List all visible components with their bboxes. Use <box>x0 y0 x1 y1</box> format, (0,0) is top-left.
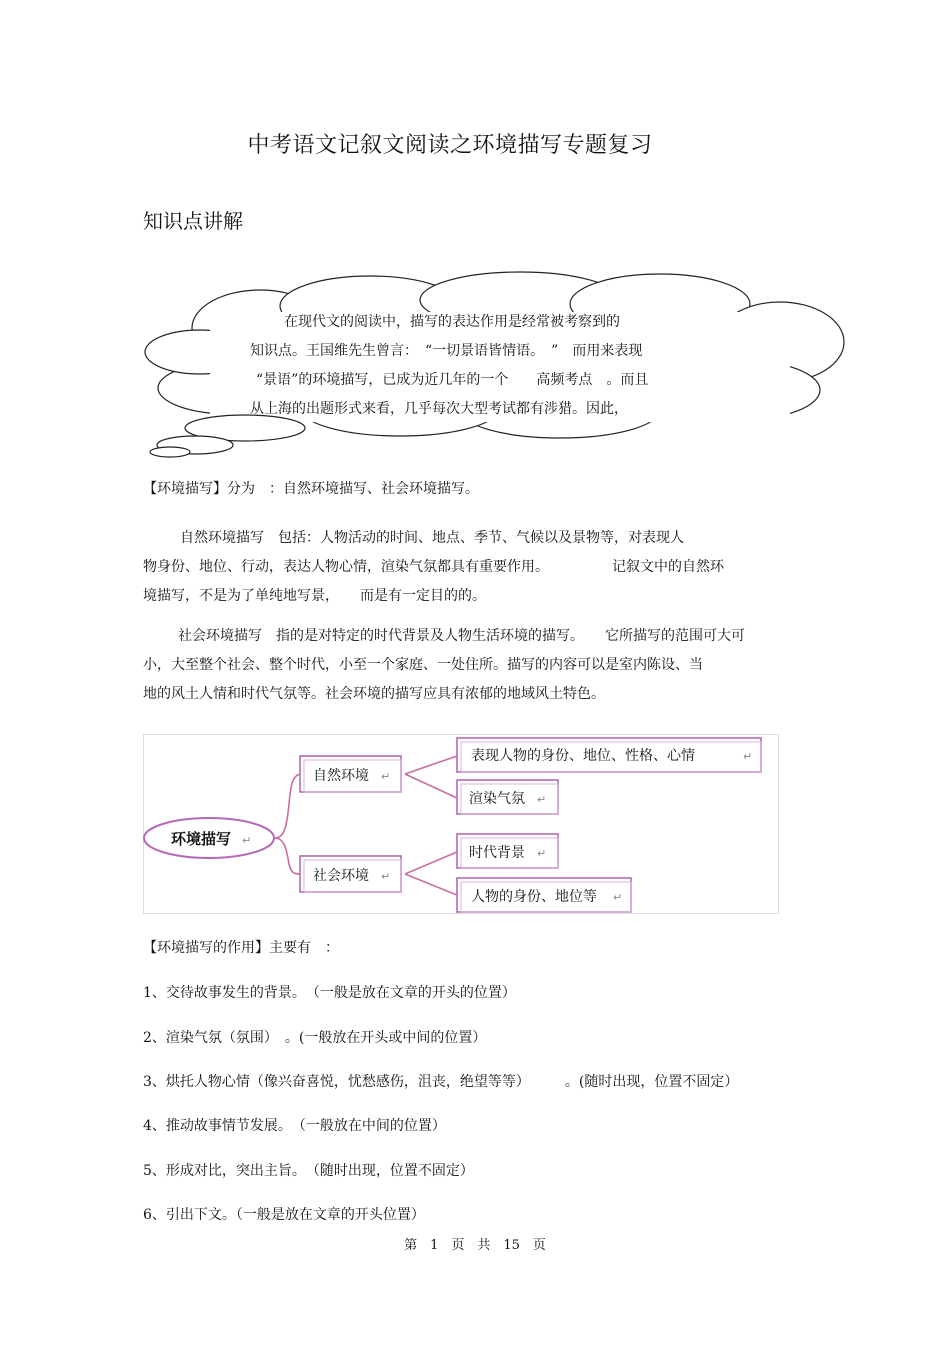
return-mark: ↵ <box>381 770 391 783</box>
environment-mind-map <box>143 734 779 914</box>
social-label: 社会环境 <box>313 868 369 884</box>
natural-label: 自然环境 <box>313 768 369 784</box>
s2-label: 人物的身份、地位等 <box>471 889 597 905</box>
social-para-line-1: 社会环境描写 指的是对特定的时代背景及人物生活环境的描写。 它所描写的范围可大可 <box>178 628 745 644</box>
section-heading: 知识点讲解 <box>143 209 243 233</box>
social-para-line-3: 地的风土人情和时代气氛等。社会环境的描写应具有浓郁的地域风土特色。 <box>143 686 605 702</box>
s1-label: 时代背景 <box>469 845 525 861</box>
return-mark: ↵ <box>743 750 753 763</box>
function-item-5: 5、形成对比，突出主旨。 （随时出现，位置不固定） <box>143 1163 474 1179</box>
cloud-line-3: “景语”的环境描写，已成为近几年的一个 高频考点 。而且 <box>256 372 649 388</box>
classify-line: 【环境描写】分为 ：自然环境描写、社会环境描写。 <box>143 481 479 497</box>
page-footer: 第 1 页 共 15 页 <box>404 1238 546 1253</box>
function-item-3: 3、烘托人物心情（像兴奋喜悦，忧愁感伤，沮丧，绝望等等） 。(随时出现，位置不固定） <box>143 1074 739 1090</box>
document-title: 中考语文记叙文阅读之环境描写专题复习 <box>247 133 653 158</box>
function-heading: 【环境描写的作用】主要有 ： <box>143 940 339 956</box>
cloud-line-4: 从上海的出题形式来看，几乎每次大型考试都有涉猎。因此， <box>250 401 628 417</box>
return-mark: ↵ <box>613 891 623 904</box>
n1-label: 表现人物的身份、地位、性格、心情 <box>471 748 695 764</box>
function-item-4: 4、推动故事情节发展。 （一般放在中间的位置） <box>143 1118 446 1134</box>
return-mark: ↵ <box>537 793 547 806</box>
social-para-line-2: 小，大至整个社会、整个时代，小至一个家庭、一处住所。描写的内容可以是室内陈设、当 <box>143 657 703 673</box>
natural-para-line-3: 境描写，不是为了单纯地写景， 而是有一定目的的。 <box>143 588 486 604</box>
function-item-1: 1、交待故事发生的背景。 （一般是放在文章的开头的位置） <box>143 985 516 1001</box>
natural-para-line-1: 自然环境描写 包括：人物活动的时间、地点、季节、气候以及景物等，对表现人 <box>180 530 684 546</box>
natural-para-line-2: 物身份、地位、行动，表达人物心情，渲染气氛都具有重要作用。 记叙文中的自然环 <box>143 559 724 575</box>
n2-label: 渲染气氛 <box>469 791 525 807</box>
thought-cloud <box>140 270 850 460</box>
return-mark: ↵ <box>242 834 252 847</box>
cloud-line-2: 知识点。王国维先生曾言： “一切景语皆情语。 ” 而用来表现 <box>250 343 643 359</box>
cloud-line-1: 在现代文的阅读中，描写的表达作用是经常被考察到的 <box>284 314 620 330</box>
root-label: 环境描写 <box>171 830 232 848</box>
return-mark: ↵ <box>537 847 547 860</box>
function-item-6: 6、引出下文。（一般是放在文章的开头位置） <box>143 1207 425 1223</box>
return-mark: ↵ <box>381 870 391 883</box>
function-item-2: 2、渲染气氛（氛围） 。(一般放在开头或中间的位置） <box>143 1030 487 1046</box>
